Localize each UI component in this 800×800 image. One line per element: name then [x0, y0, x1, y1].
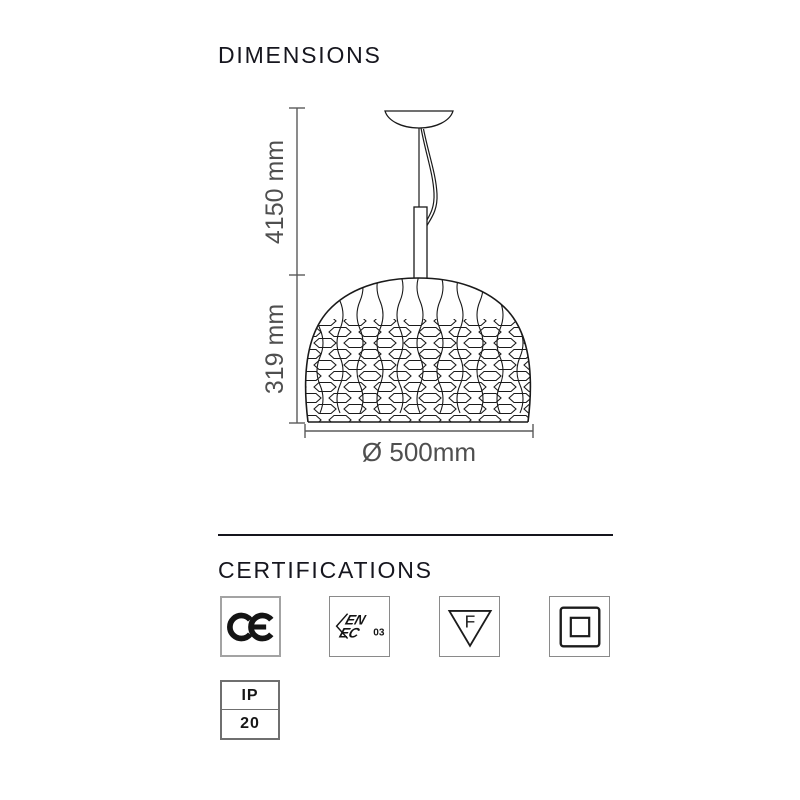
lamp-technical-drawing: [250, 95, 550, 475]
diameter-dimension-label: Ø 500mm: [361, 437, 477, 467]
dimensions-section-title: DIMENSIONS: [218, 42, 382, 68]
lamp-stem: [414, 207, 427, 279]
enec-mark-badge: [329, 596, 390, 657]
certifications-section-title: CERTIFICATIONS: [218, 557, 433, 583]
ceiling-canopy: [385, 111, 453, 128]
f-mark-icon: [442, 599, 498, 655]
class-ii-double-square-icon: [552, 599, 608, 655]
ce-mark-icon: [223, 599, 279, 655]
class-ii-insulation-badge: [549, 596, 610, 657]
height-dimension-line: [289, 108, 305, 423]
f-mark-letter: F: [464, 610, 475, 631]
enec-code-text: 03: [372, 627, 385, 639]
section-divider: [218, 534, 613, 536]
f-mark-badge: [439, 596, 500, 657]
diameter-dimension-line: [305, 424, 533, 438]
total-height-dimension-label: 4150 mm: [261, 139, 289, 245]
shade-height-dimension-label: 319 mm: [261, 303, 289, 395]
ce-mark-badge: [220, 596, 281, 657]
ip-code-cell: IP: [222, 682, 278, 710]
enec-text-line1: EN: [342, 611, 368, 628]
ip-value-cell: 20: [240, 715, 260, 732]
ip-rating-badge: [220, 680, 280, 740]
enec-mark-icon: [332, 599, 388, 655]
enec-text-line2: EC: [336, 624, 362, 640]
